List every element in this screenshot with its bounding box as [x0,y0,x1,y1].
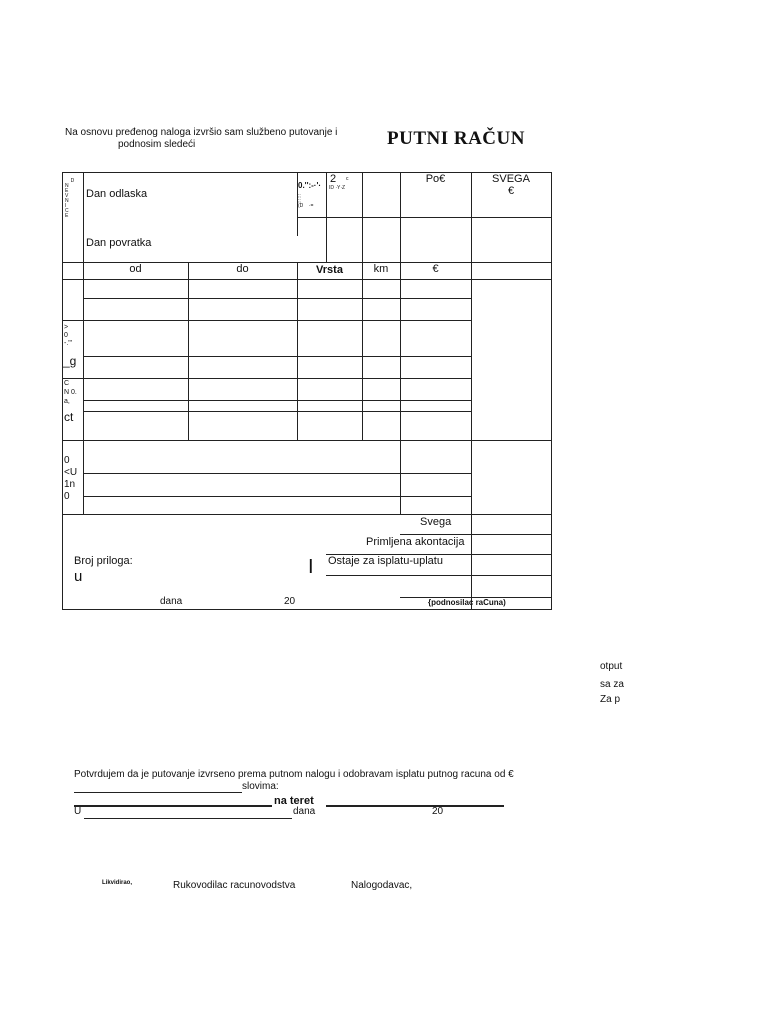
side-label-1b: _g [63,354,77,368]
scrawl-a2: ;; ;; (D ·= [298,193,314,209]
dan-povratka-label: Dan povratka [86,237,152,249]
document-title: PUTNI RAČUN [387,128,525,149]
akontacija-label: Primljena akontacija [366,536,465,548]
rukovodilac-label: Rukovodilac racunovodstva [173,880,296,891]
side-label-2b: ct [64,410,74,424]
dan-odlaska-label: Dan odlaska [86,188,148,200]
scrawl-b: 2 [330,173,337,185]
scrawl-a: 0.'':-·'· [298,181,322,190]
fragment-1: otput [600,661,623,672]
po-eur-header: Po€ [425,173,446,185]
side-label-2: C N 0. a, [64,380,77,405]
col-km: km [373,263,389,275]
col-od: od [129,263,142,275]
approval-dana-label: dana [293,806,316,817]
na-teret-label: na teret [274,795,314,807]
year-label: 20 [284,596,296,607]
intro-line-1: Na osnovu pređenog naloga izvršio sam službeno putovanje i [65,127,338,138]
col-do: do [236,263,249,275]
svega-eur-unit: € [507,185,515,197]
side-label-1: > 0 -."' [64,324,73,347]
podnosilac-label: {podnosilac raCuna) [428,598,506,607]
col-vrsta: Vrsta [316,264,343,276]
fragment-2: sa za [600,679,624,690]
approval-year: 20 [432,806,444,817]
likvidirao-label: Likvidirao, [102,880,133,886]
u-label: u [74,568,83,585]
approval-u-label: U [74,806,82,817]
nalogodavac-label: Nalogodavac, [351,880,413,891]
scrawl-b3: ID ·Y·Z [329,185,346,191]
svega-label: Svega [420,516,452,528]
approval-line: Potvrdujem da je putovanje izvrseno prema putnom nalogu i odobravam isplatu putnog racuna od € [74,769,514,780]
ostaje-label: Ostaje za isplatu-uplatu [328,555,443,567]
side-label-dnevnice: D N E V N I C E [65,178,75,219]
col-eur: € [432,263,439,275]
scrawl-b2: c [346,176,349,182]
dana-label: dana [160,596,183,607]
intro-line-2: podnosim sledeći [118,139,196,150]
side-label-3: 0 <U 1n 0 [64,455,78,502]
vertical-bar-mark: I [308,556,314,578]
fragment-3: Za p [600,694,621,705]
broj-priloga-label: Broj priloga: [74,555,133,567]
svega-eur-header: SVEGA [492,173,530,185]
slovima-label: slovima: [242,781,279,792]
